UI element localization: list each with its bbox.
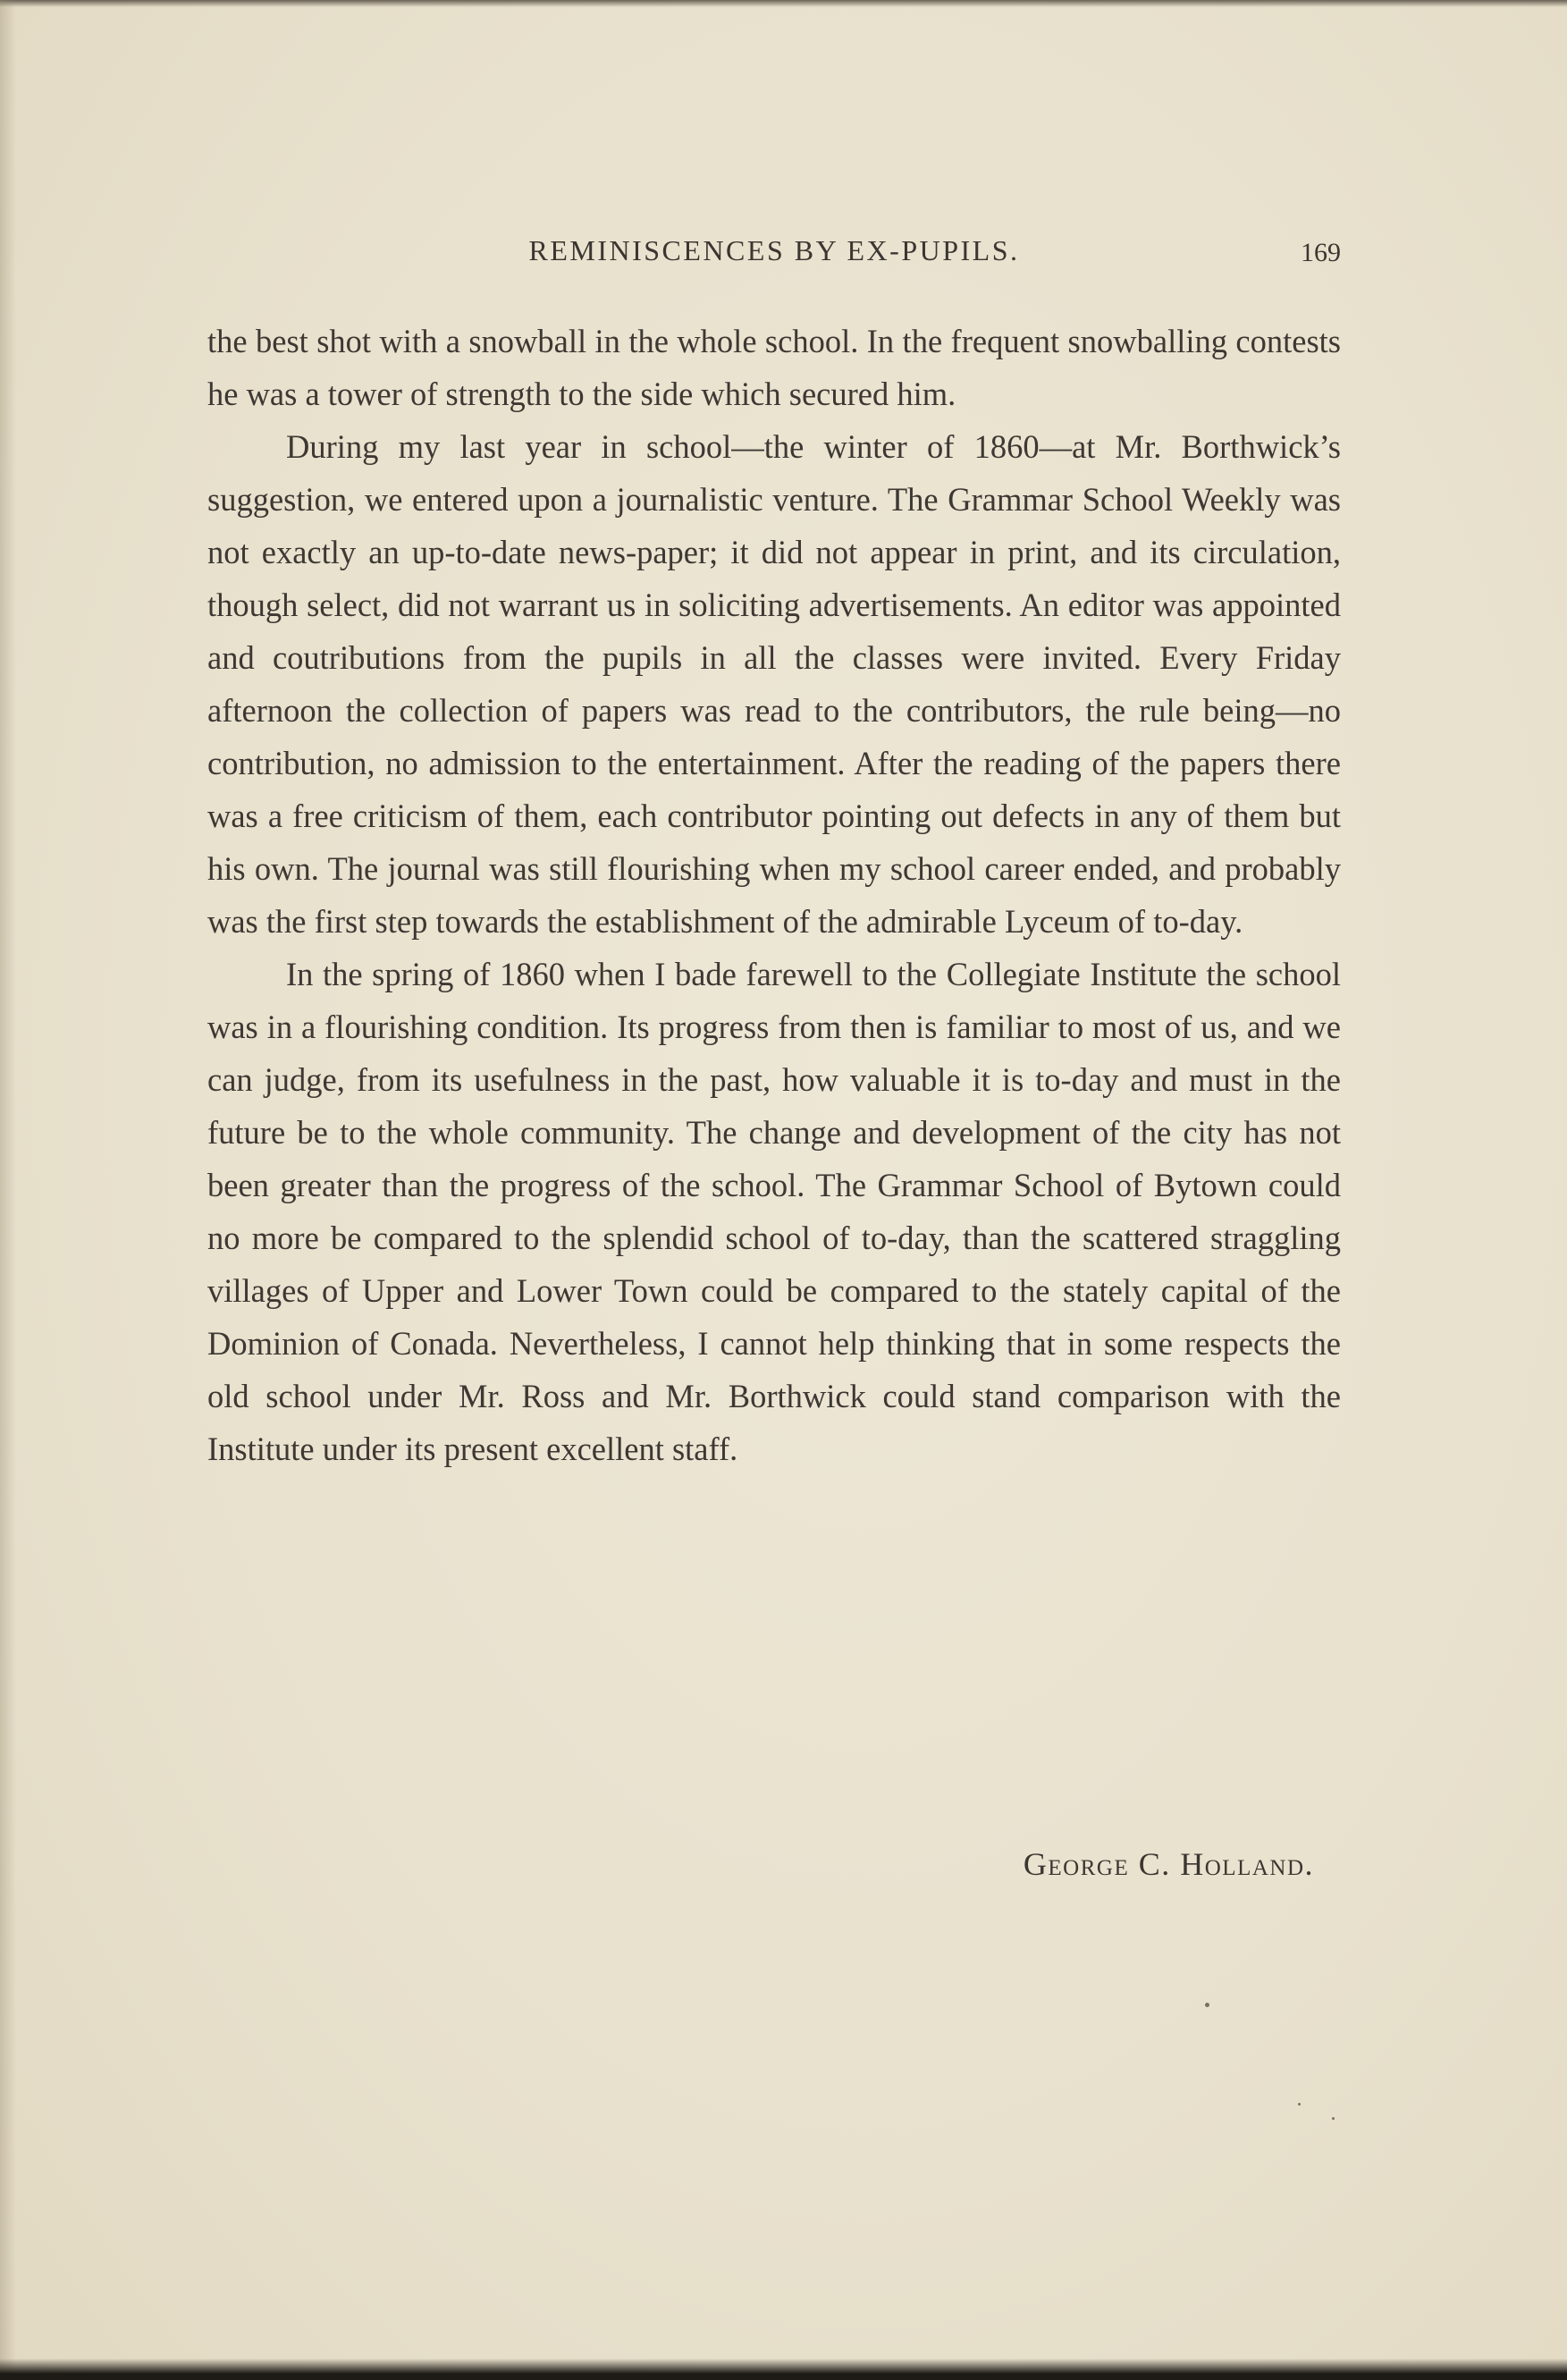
page-bottom-edge [0,2359,1567,2380]
paragraph-institute: In the spring of 1860 when I bade farewell to the Collegiate Institute the school was in a flourishing condition. Its progress from then is familiar to most of us, and we can judge, from its usefulness in the past, how valuable it is to-day and must in the future be to the whole community. The change and development of the city has not been greater than the progress of the school. The Grammar School of Bytown could no more be compared to the splendid school of to-day, than the scattered straggling villages of Upper and Lower Town could be compared to the stately capital of the Dominion of Conada. Nevertheless, I cannot help thinking that in some respects the old school under Mr. Ross and Mr. Borthwick could stand comparison with the Institute under its present excellent staff. [207,956,1341,1467]
body-text [207,315,1341,1475]
paragraph-journal: During my last year in school—the winter of 1860—at Mr. Borthwick’s suggestion, we entered upon a journalistic venture. The Grammar School Weekly was not exactly an up-to-date news-paper; it did not appear in print, and its circulation, though select, did not warrant us in soliciting advertisements. An editor was appointed and coutributions from the pupils in all the classes were invited. Every Friday afternoon the collection of papers was read to the contributors, the rule being—no contribution, no admission to the entertainment. After the reading of the papers there was a free criticism of them, each contributor pointing out defects in any of them but his own. The journal was still flourishing when my school career ended, and probably was the first step towards the establishment of the admirable Lyceum of to-day. [207,428,1341,940]
page-gutter-shadow [0,0,16,2380]
paper-speck [1298,2103,1301,2106]
page-number: 169 [1301,238,1341,267]
running-head: REMINISCENCES BY EX-PUPILS. [528,234,1020,266]
page-header [207,234,1341,279]
paper-speck [1205,2003,1209,2007]
paragraph-continuation: the best shot with a snowball in the whole school. In the frequent snowballing contests he was a tower of strength to the side which secured him. [207,323,1341,412]
paper-speck [1332,2117,1335,2120]
author-signature: George C. Holland. [1023,1846,1314,1882]
page-top-edge [0,0,1567,7]
